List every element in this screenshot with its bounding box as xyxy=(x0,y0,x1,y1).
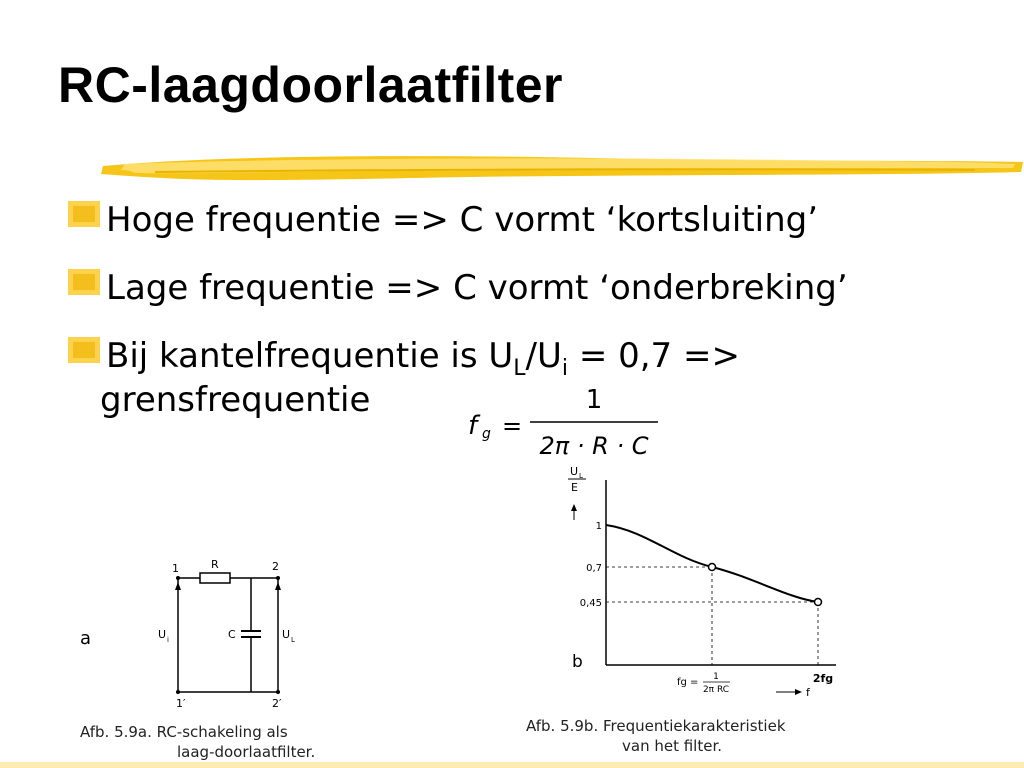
y-tick-label: 0,7 xyxy=(586,563,602,574)
bullet-text-continuation: grensfrequentie xyxy=(100,380,371,420)
x-tick-fg-prefix: fg = xyxy=(677,677,699,688)
x-tick-fg-denominator: 2π RC xyxy=(702,685,730,695)
bullet-square-icon xyxy=(68,337,100,363)
node-2-label: 2 xyxy=(272,560,279,573)
bullet-square-icon xyxy=(68,201,100,227)
resistor-label: R xyxy=(211,558,219,571)
output-voltage-label: U xyxy=(282,628,291,641)
caption-line: laag-doorlaatfilter. xyxy=(177,743,316,761)
formula-equals: = xyxy=(502,412,523,440)
y-axis-label-denominator: E xyxy=(571,481,578,494)
x-tick-fg-numerator: 1 xyxy=(713,672,719,682)
bullet-text-mid: /U xyxy=(525,336,562,376)
figure-a-caption xyxy=(80,722,315,762)
figure-a-label: a xyxy=(80,628,92,649)
y-tick-label: 1 xyxy=(595,521,602,532)
bullet-text: Hoge frequentie => C vormt ‘kortsluiting’ xyxy=(106,200,819,240)
node-2p-label: 2′ xyxy=(272,697,282,710)
caption-line: Afb. 5.9a. RC-schakeling als xyxy=(80,723,288,741)
node-1p-label: 1′ xyxy=(176,697,186,710)
bullet-item xyxy=(68,198,1008,242)
bullet-text: Lage frequentie => C vormt ‘onderbreking’ xyxy=(106,268,848,308)
caption-line: Afb. 5.9b. Frequentiekarakteristiek xyxy=(526,717,786,735)
input-voltage-label: U xyxy=(158,628,167,641)
node-1-label: 1 xyxy=(172,562,179,575)
chart-label-b: b xyxy=(572,652,583,672)
subscript-l: L xyxy=(513,356,526,381)
slide-title: RC-laagdoorlaatfilter xyxy=(58,57,564,113)
input-voltage-sub: i xyxy=(167,636,169,644)
grensfrequentie-formula xyxy=(462,378,662,458)
y-axis-label-sub: L xyxy=(579,472,583,480)
formula-denominator: 2π · R · C xyxy=(539,432,649,458)
formula-numerator: 1 xyxy=(585,385,603,415)
bullet-text-pre: Bij kantelfrequentie is U xyxy=(106,336,514,376)
x-tick-2fg: 2fg xyxy=(812,672,834,685)
resistor-symbol xyxy=(200,573,230,583)
x-axis-label: f xyxy=(806,686,810,699)
y-axis-label-numerator: U xyxy=(570,465,579,478)
subscript-i: i xyxy=(561,356,569,381)
caption-line: van het filter. xyxy=(622,737,723,755)
data-point xyxy=(709,564,716,571)
bullet-text-post: = 0,7 => xyxy=(568,336,740,376)
decorative-brush-stroke xyxy=(95,148,1024,188)
data-point xyxy=(815,599,822,606)
capacitor-label: C xyxy=(228,628,236,641)
figure-b-caption xyxy=(526,716,786,756)
bullet-item xyxy=(68,266,1008,310)
rc-circuit-diagram xyxy=(70,552,350,717)
output-voltage-sub: L xyxy=(291,636,295,644)
frequency-response-chart xyxy=(540,460,860,705)
formula-f-subscript: g xyxy=(482,426,491,442)
y-tick-label: 0,45 xyxy=(579,598,602,609)
footer-decoration xyxy=(0,762,1024,768)
formula-f: f xyxy=(468,411,478,441)
bullet-square-icon xyxy=(68,269,100,295)
